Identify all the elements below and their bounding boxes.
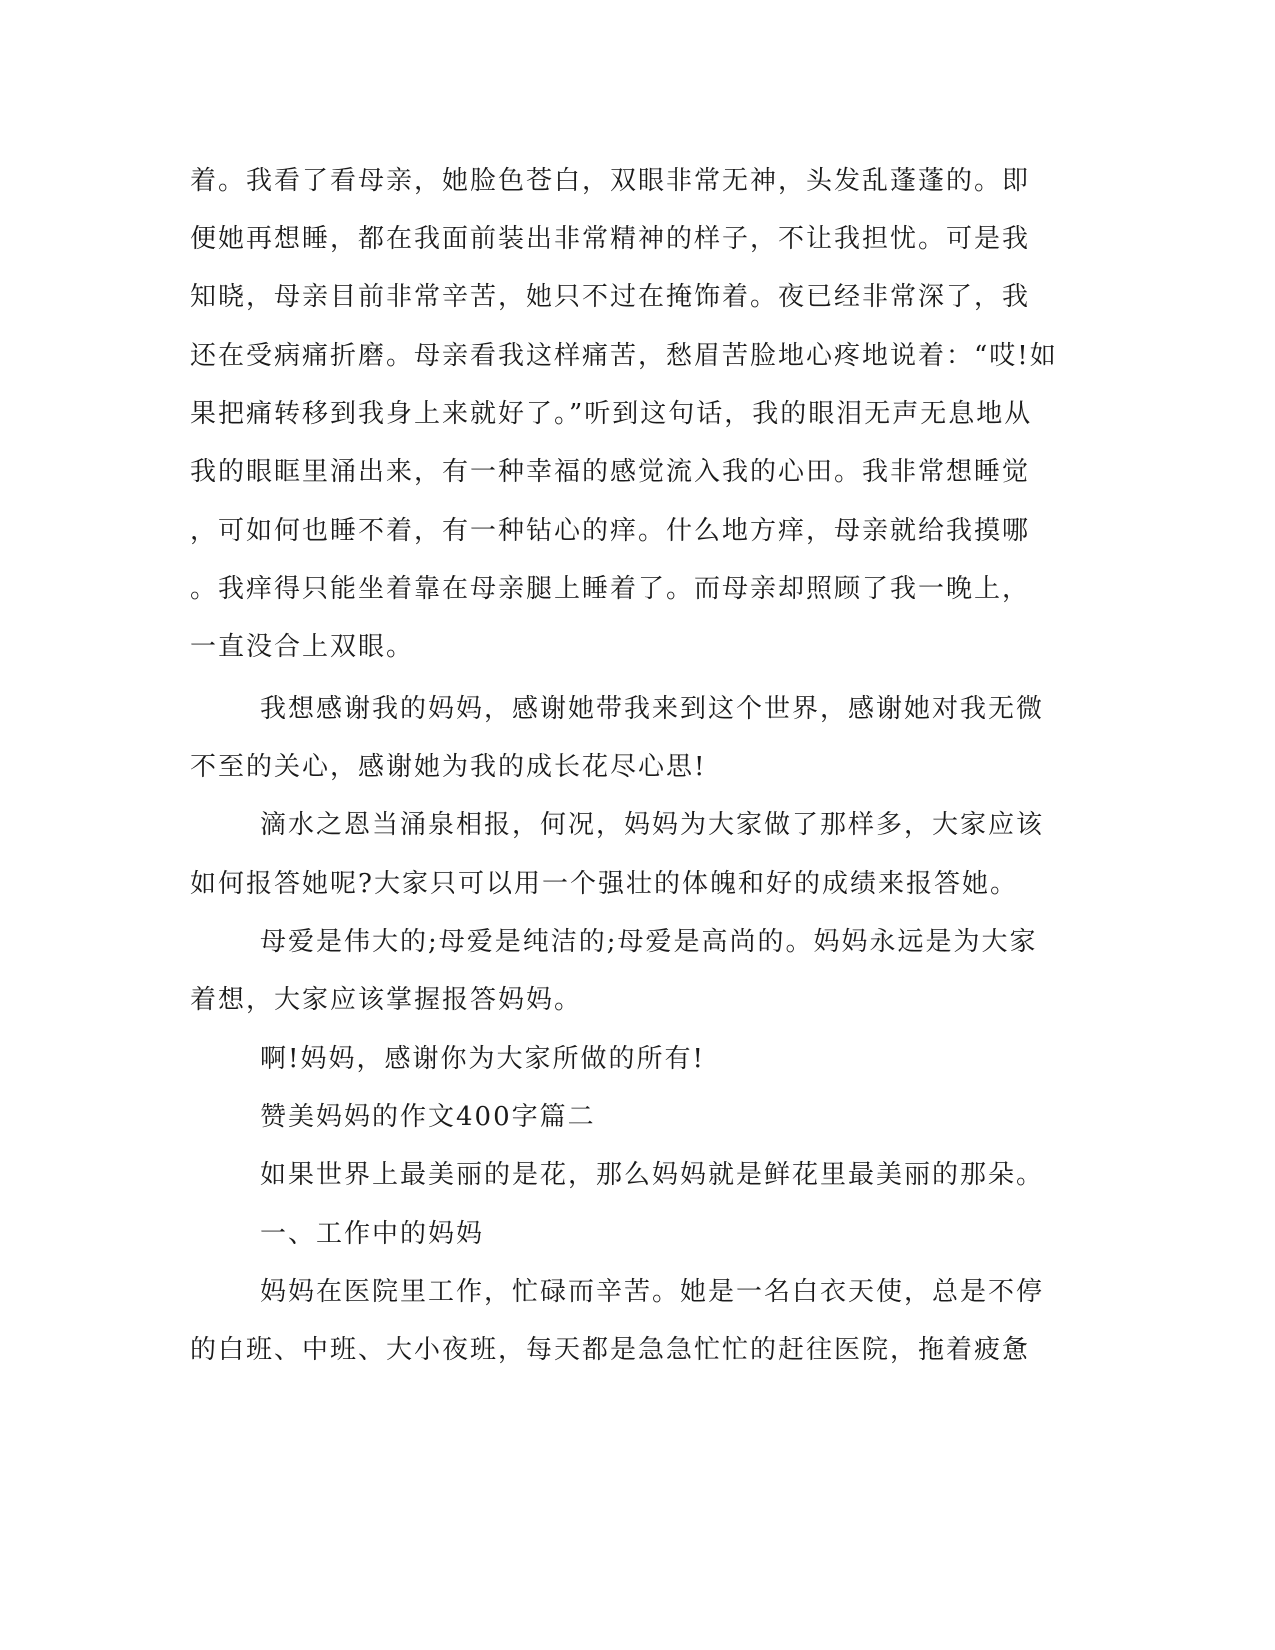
text-line: 着想，大家应该掌握报答妈妈。: [190, 985, 583, 1015]
text-line: 果把痛转移到我身上来就好了。”听到这句话，我的眼泪无声无息地从: [190, 399, 1033, 429]
subsection-heading: 一、工作中的妈妈: [260, 1219, 485, 1249]
text-line: 如果世界上最美丽的是花，那么妈妈就是鲜花里最美丽的那朵。: [260, 1160, 1045, 1190]
text-line: 我想感谢我的妈妈，感谢她带我来到这个世界，感谢她对我无微: [260, 694, 1045, 724]
text-line: 还在受病痛折磨。母亲看我这样痛苦，愁眉苦脸地心疼地说着：“哎!如: [190, 341, 1058, 371]
text-line: 。我痒得只能坐着靠在母亲腿上睡着了。而母亲却照顾了我一晚上，: [190, 574, 1031, 604]
text-line: ，可如何也睡不着，有一种钻心的痒。什么地方痒，母亲就给我摸哪: [190, 516, 1031, 546]
text-line: 啊!妈妈，感谢你为大家所做的所有!: [260, 1044, 705, 1074]
text-line: 着。我看了看母亲，她脸色苍白，双眼非常无神，头发乱蓬蓬的。即: [190, 166, 1031, 196]
text-line: 滴水之恩当涌泉相报，何况，妈妈为大家做了那样多，大家应该: [260, 810, 1045, 840]
section-heading: 赞美妈妈的作文400字篇二: [260, 1102, 596, 1132]
text-line: 不至的关心，感谢她为我的成长花尽心思!: [190, 752, 707, 782]
text-line: 母爱是伟大的;母爱是纯洁的;母爱是高尚的。妈妈永远是为大家: [260, 927, 1038, 957]
text-line: 一直没合上双眼。: [190, 632, 415, 662]
text-line: 妈妈在医院里工作，忙碌而辛苦。她是一名白衣天使，总是不停: [260, 1277, 1045, 1307]
text-line: 如何报答她呢?大家只可以用一个强壮的体魄和好的成绩来报答她。: [190, 869, 1018, 899]
text-line: 知晓，母亲目前非常辛苦，她只不过在掩饰着。夜已经非常深了，我: [190, 282, 1031, 312]
text-line: 的白班、中班、大小夜班，每天都是急急忙忙的赶往医院，拖着疲惫: [190, 1335, 1031, 1365]
text-line: 我的眼眶里涌出来，有一种幸福的感觉流入我的心田。我非常想睡觉: [190, 457, 1031, 487]
text-line: 便她再想睡，都在我面前装出非常精神的样子，不让我担忧。可是我: [190, 224, 1031, 254]
